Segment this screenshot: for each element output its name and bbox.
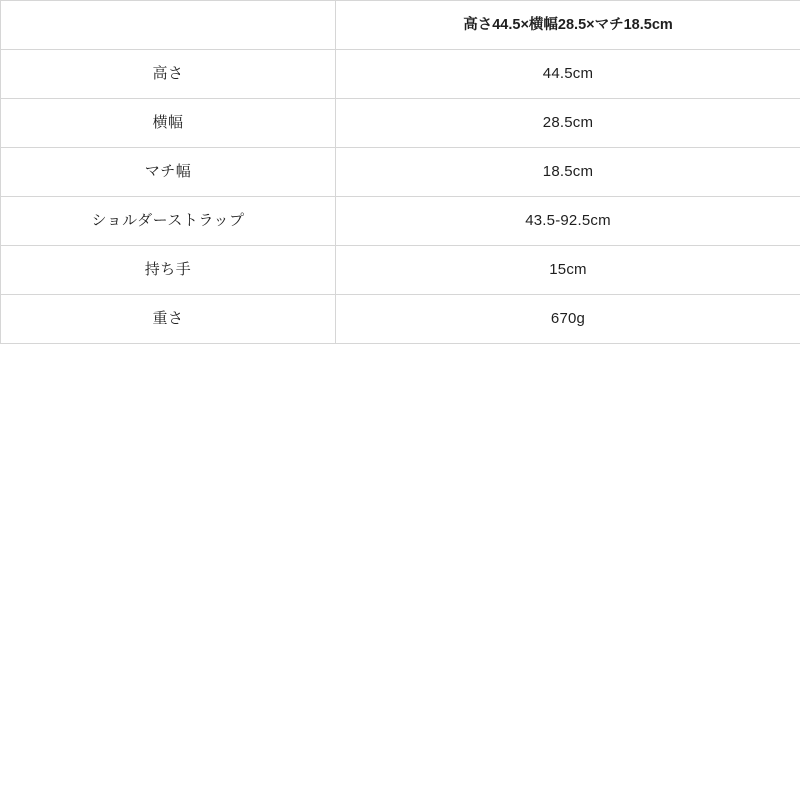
row-label-height: 高さ xyxy=(1,50,336,99)
row-value-width: 28.5cm xyxy=(336,99,800,148)
specification-table-container xyxy=(0,0,800,344)
row-value-height: 44.5cm xyxy=(336,50,800,99)
table-row xyxy=(1,295,800,344)
specification-table xyxy=(0,0,800,344)
table-header-row xyxy=(1,1,800,50)
table-row xyxy=(1,148,800,197)
table-row xyxy=(1,197,800,246)
table-header-value-cell: 高さ44.5×横幅28.5×マチ18.5cm xyxy=(336,1,800,50)
row-label-width: 横幅 xyxy=(1,99,336,148)
table-row xyxy=(1,246,800,295)
row-value-handle: 15cm xyxy=(336,246,800,295)
row-label-gusset: マチ幅 xyxy=(1,148,336,197)
table-header-label-cell xyxy=(1,1,336,50)
row-value-gusset: 18.5cm xyxy=(336,148,800,197)
row-label-shoulder-strap: ショルダーストラップ xyxy=(1,197,336,246)
table-row xyxy=(1,99,800,148)
row-value-shoulder-strap: 43.5-92.5cm xyxy=(336,197,800,246)
row-value-weight: 670g xyxy=(336,295,800,344)
table-row xyxy=(1,50,800,99)
table-body xyxy=(1,1,800,344)
row-label-weight: 重さ xyxy=(1,295,336,344)
row-label-handle: 持ち手 xyxy=(1,246,336,295)
